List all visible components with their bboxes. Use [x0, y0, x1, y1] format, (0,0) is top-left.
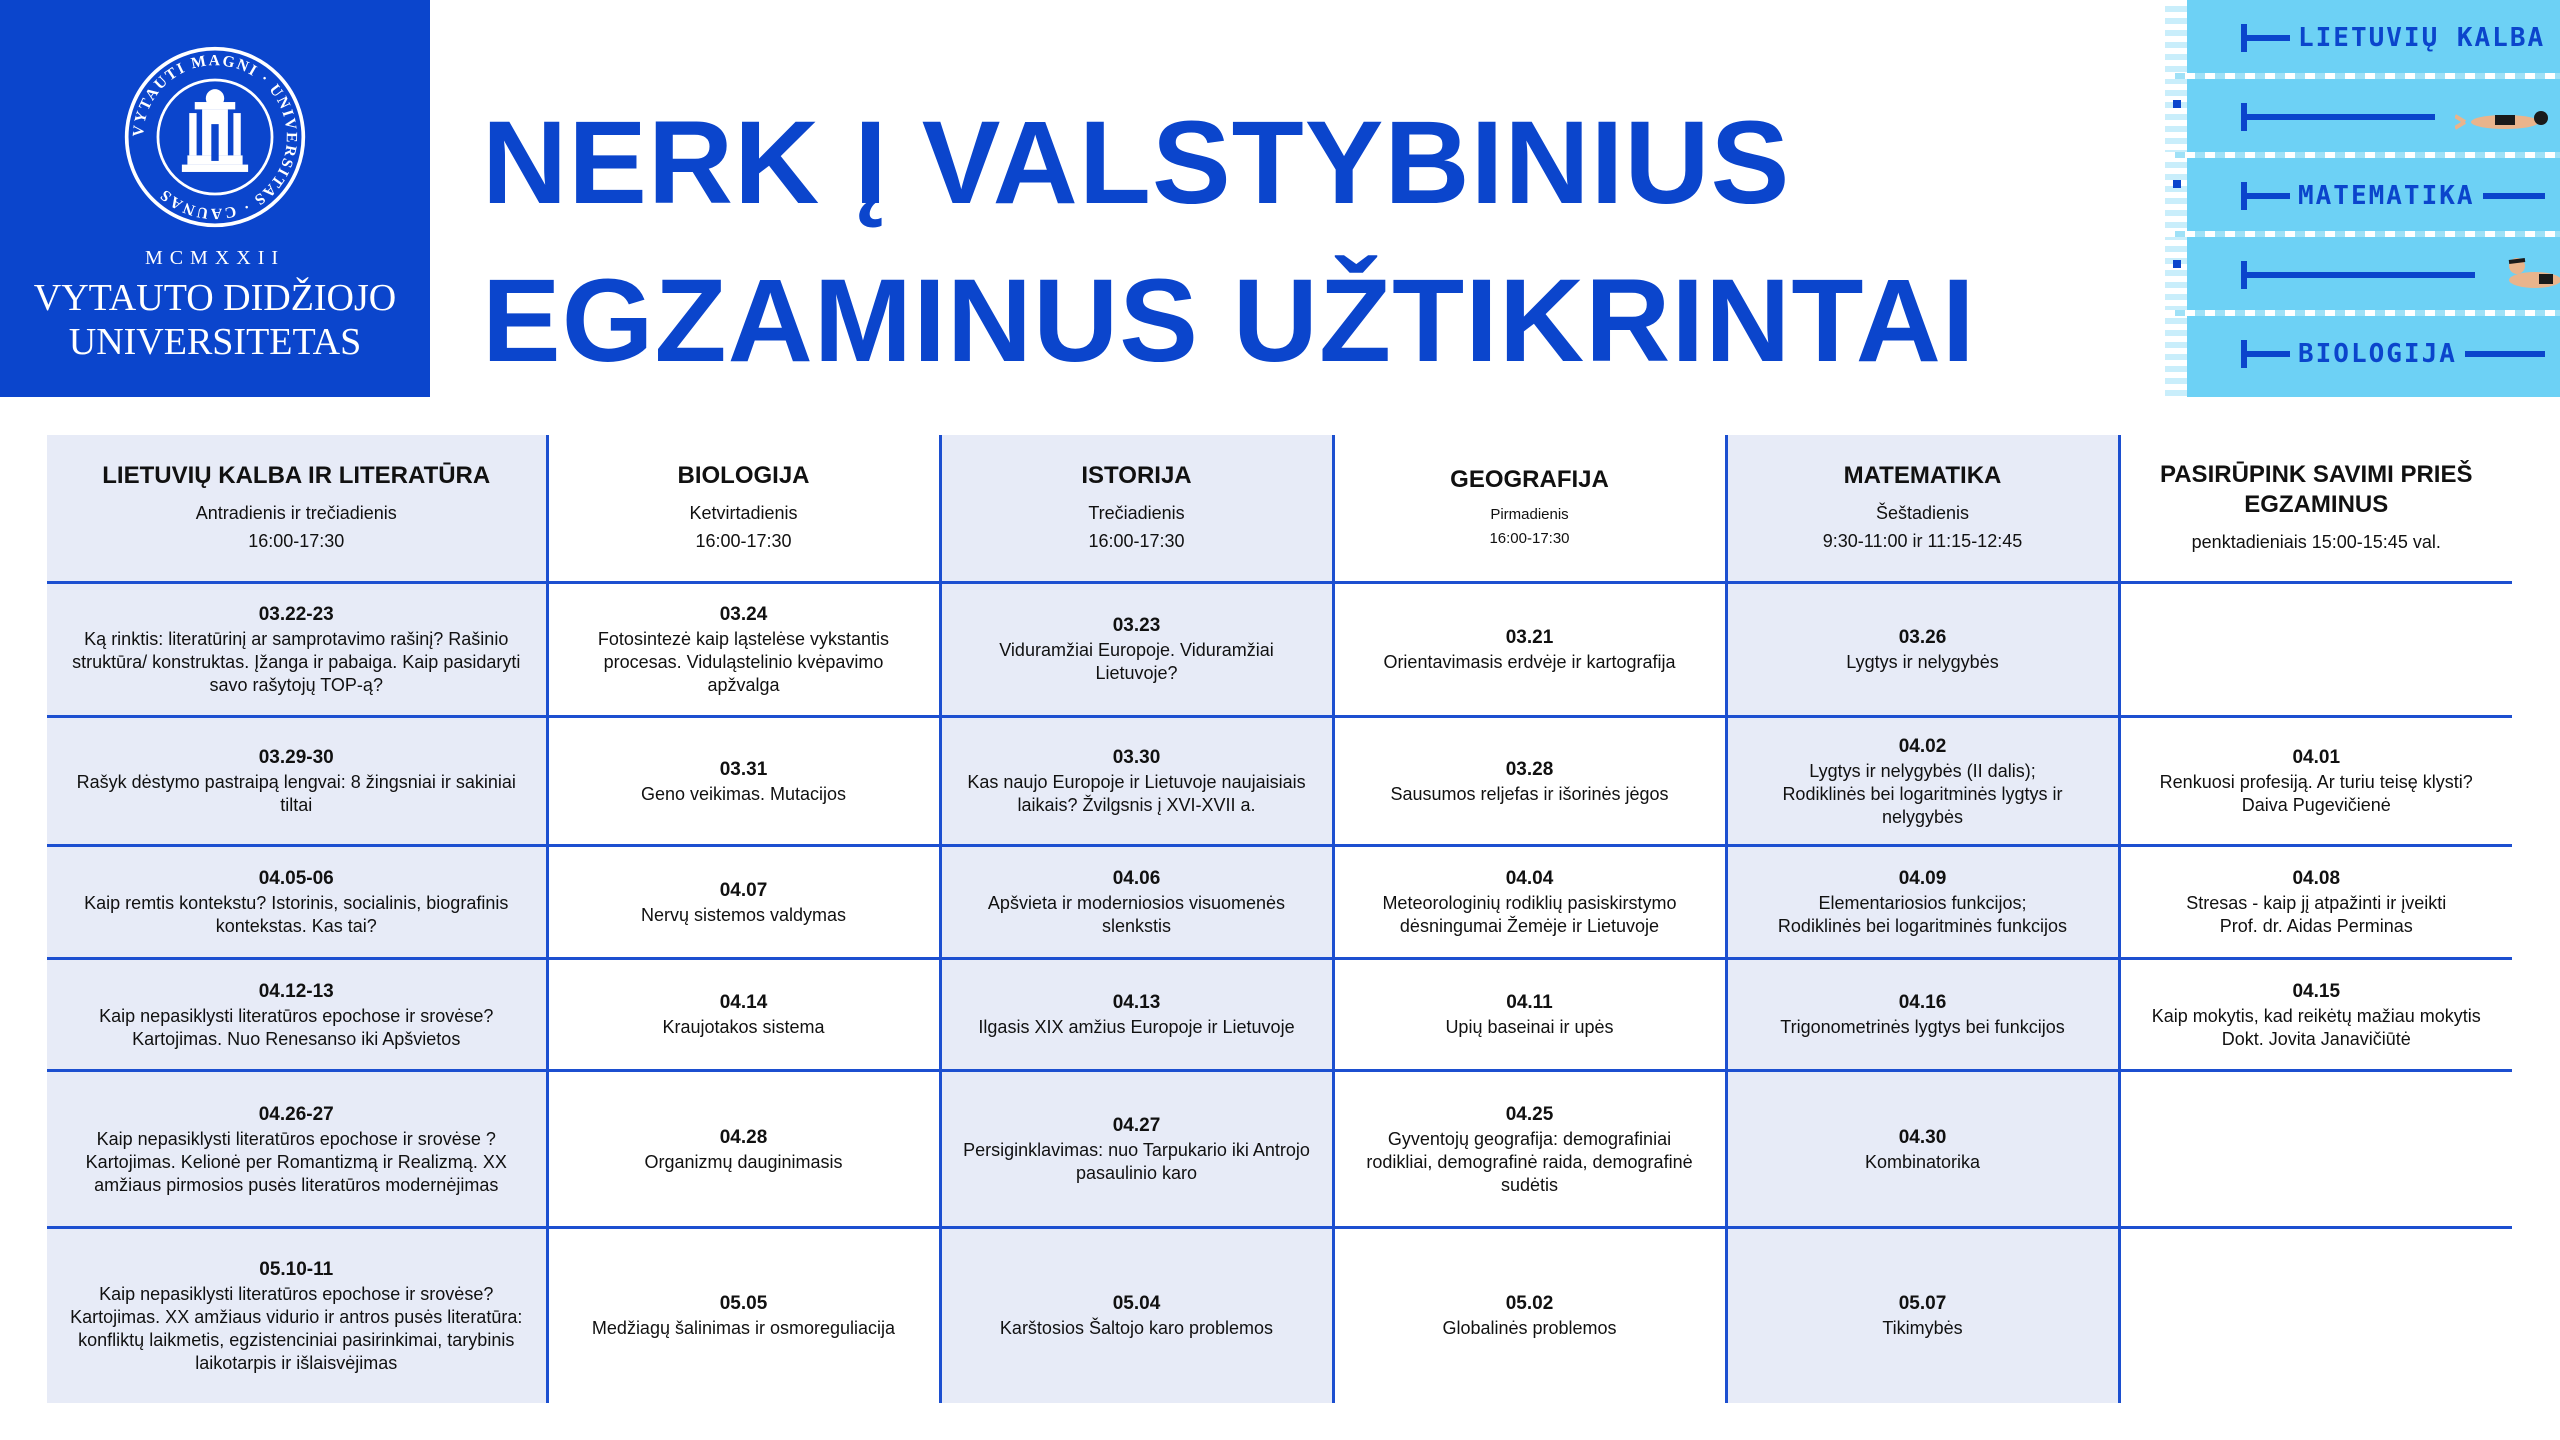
schedule-cell	[1333, 846, 1726, 958]
schedule-cell	[1333, 1227, 1726, 1403]
schedule-cell	[940, 1071, 1333, 1228]
schedule-cell	[940, 716, 1333, 845]
session-topic: Geno veikimas. Mutacijos	[640, 783, 847, 804]
column-time: 9:30-11:00 ir 11:15-12:45	[1822, 530, 2023, 551]
university-seal-icon	[123, 45, 307, 229]
column-header-lithuanian	[47, 435, 547, 582]
session-date: 03.23	[1112, 615, 1161, 637]
schedule-cell	[1333, 582, 1726, 716]
column-time: 16:00-17:30	[1088, 530, 1185, 551]
session-topic: Kraujotakos sistema	[662, 1017, 825, 1038]
session-topic: Orientavimasis erdvėje ir kartografija	[1383, 651, 1676, 672]
session-topic: Trigonometrinės lygtys bei funkcijos	[1780, 1017, 2065, 1038]
session-date: 03.24	[719, 603, 768, 625]
schedule-cell	[547, 716, 940, 845]
column-subject: PASIRŪPINK SAVIMI PRIEŠ EGZAMINUS	[2160, 460, 2473, 518]
column-subject: BIOLOGIJA	[677, 461, 810, 489]
session-topic-secondary: Rodiklinės bei logaritminės funkcijos	[1777, 916, 2068, 937]
session-date: 05.04	[1112, 1293, 1161, 1315]
schedule-cell	[2119, 958, 2512, 1070]
table-row	[47, 1227, 2512, 1403]
page-title	[482, 84, 2122, 400]
session-topic: Ilgasis XIX amžius Europoje ir Lietuvoje	[978, 1017, 1295, 1038]
table-header-row	[47, 435, 2512, 582]
lane-stripe	[2245, 272, 2475, 278]
session-date: 04.25	[1505, 1103, 1554, 1125]
schedule-cell	[1726, 716, 2119, 845]
session-topic-secondary: Prof. dr. Aidas Perminas	[2219, 916, 2413, 937]
column-day: Trečiadienis	[1088, 502, 1185, 523]
session-topic-secondary: Rodiklinės bei logaritminės lygtys ir nelygybės	[1782, 783, 2063, 827]
schedule-cell	[47, 1071, 547, 1228]
schedule-cell	[547, 1071, 940, 1228]
lane-stripe	[2245, 114, 2435, 120]
schedule-cell	[1333, 958, 1726, 1070]
session-topic: Stresas - kaip jį atpažinti ir įveikti	[2186, 893, 2447, 914]
column-day: Antradienis ir trečiadienis	[195, 502, 397, 523]
column-subject: ISTORIJA	[1081, 461, 1192, 489]
schedule-cell	[940, 582, 1333, 716]
session-date: 04.14	[719, 992, 768, 1014]
session-topic: Kaip nepasiklysti literatūros epochose ir srovėse? Kartojimas. XX amžiaus vidurio ir antros pusės literatūra: konfliktų laikmetis, egzistenciniai pasirinkimai, tarybinis laikotarpis ir išlaisvėjimas	[70, 1283, 523, 1373]
session-topic: Kombinatorika	[1864, 1151, 1981, 1172]
session-topic: Persiginklavimas: nuo Tarpukario iki Antrojo pasaulinio karo	[963, 1140, 1310, 1184]
table-row	[47, 958, 2512, 1070]
session-topic: Nervų sistemos valdymas	[640, 904, 847, 925]
session-date: 04.30	[1898, 1126, 1947, 1148]
session-date: 04.15	[2292, 980, 2341, 1002]
column-day: Ketvirtadienis	[689, 502, 798, 523]
schedule-cell	[2119, 1227, 2512, 1403]
session-date: 04.11	[1506, 992, 1553, 1014]
session-date: 05.05	[719, 1293, 768, 1315]
session-date: 05.07	[1898, 1293, 1947, 1315]
schedule-cell	[47, 582, 547, 716]
column-header-history	[940, 435, 1333, 582]
session-topic: Tikimybės	[1882, 1318, 1963, 1339]
swimming-pool-illustration	[2165, 0, 2560, 397]
session-topic: Renkuosi profesiją. Ar turiu teisę klysti?	[2159, 772, 2473, 793]
session-topic: Apšvieta ir moderniosios visuomenės slenkstis	[987, 893, 1286, 937]
table-row	[47, 846, 2512, 958]
session-topic: Meteorologinių rodiklių pasiskirstymo dėsningumai Žemėje ir Lietuvoje	[1382, 893, 1677, 937]
session-topic: Kaip mokytis, kad reikėtų mažiau mokytis	[2151, 1005, 2481, 1026]
table-row	[47, 1071, 2512, 1228]
session-date: 04.28	[719, 1126, 768, 1148]
pool-lane	[2165, 158, 2560, 237]
session-topic: Kaip remtis kontekstu? Istorinis, socialinis, biografinis kontekstas. Kas tai?	[84, 893, 509, 937]
session-date: 04.06	[1112, 868, 1161, 890]
session-date: 05.02	[1505, 1293, 1554, 1315]
session-topic: Lygtys ir nelygybės (II dalis);	[1809, 760, 2036, 781]
session-topic: Elementariosios funkcijos;	[1818, 893, 2027, 914]
pool-lane	[2165, 0, 2560, 79]
session-date: 04.05-06	[258, 868, 334, 890]
schedule-cell	[2119, 1071, 2512, 1228]
schedule-cell	[47, 846, 547, 958]
schedule-cell	[547, 582, 940, 716]
lane-label: BIOLOGIJA	[2290, 336, 2465, 372]
schedule-cell	[1726, 846, 2119, 958]
swimmer-icon	[2455, 100, 2555, 140]
session-topic: Organizmų dauginimasis	[644, 1151, 843, 1172]
column-subject: MATEMATIKA	[1843, 461, 2002, 489]
session-date: 04.12-13	[258, 980, 334, 1002]
session-topic: Karštosios Šaltojo karo problemos	[999, 1318, 1274, 1339]
session-topic: Rašyk dėstymo pastraipą lengvai: 8 žingsniai ir sakiniai tiltai	[76, 772, 516, 816]
session-date: 03.31	[719, 758, 768, 780]
session-date: 04.27	[1112, 1115, 1161, 1137]
session-date: 04.01	[2292, 747, 2341, 769]
schedule-cell	[47, 1227, 547, 1403]
schedule-cell	[940, 846, 1333, 958]
column-day: Pirmadienis	[1490, 505, 1569, 523]
session-topic: Kas naujo Europoje ir Lietuvoje naujaisiais laikais? Žvilgsnis į XVI-XVII a.	[967, 772, 1306, 816]
schedule-table	[47, 435, 2512, 1403]
session-date: 04.13	[1112, 992, 1161, 1014]
session-date: 04.26-27	[258, 1103, 334, 1125]
page-title-line1: NERK Į VALSTYBINIUS	[482, 97, 1791, 229]
column-day: penktadieniais 15:00-15:45 val.	[2191, 531, 2441, 552]
session-topic: Lygtys ir nelygybės	[1846, 651, 1999, 672]
session-topic: Gyventojų geografija: demografiniai rodikliai, demografinė raida, demografinė sudėtis	[1366, 1128, 1693, 1195]
session-date: 04.09	[1898, 868, 1947, 890]
column-time: 16:00-17:30	[1489, 529, 1570, 547]
schedule-cell	[2119, 716, 2512, 845]
schedule-cell	[1726, 582, 2119, 716]
founding-year: MCMXXII	[144, 247, 286, 269]
university-logo	[0, 0, 430, 397]
schedule-cell	[1333, 716, 1726, 845]
university-name-line2: UNIVERSITETAS	[68, 321, 362, 363]
university-name	[0, 276, 430, 364]
schedule-cell	[940, 958, 1333, 1070]
schedule-cell	[547, 958, 940, 1070]
column-time: 16:00-17:30	[248, 530, 345, 551]
schedule-cell	[547, 846, 940, 958]
session-topic: Globalinės problemos	[1442, 1318, 1617, 1339]
seal-text: VYTAUTI MAGNI · UNIVERSITAS · CAUNAS	[129, 52, 300, 222]
schedule-cell	[940, 1227, 1333, 1403]
column-subject: LIETUVIŲ KALBA IR LITERATŪRA	[102, 461, 491, 489]
column-header-biology	[547, 435, 940, 582]
session-topic: Upių baseinai ir upės	[1445, 1017, 1614, 1038]
schedule-cell	[2119, 582, 2512, 716]
column-subject: GEOGRAFIJA	[1450, 465, 1609, 493]
session-date: 04.08	[2292, 868, 2341, 890]
session-topic-secondary: Dokt. Jovita Janavičiūtė	[2221, 1028, 2411, 1049]
lane-label: MATEMATIKA	[2290, 178, 2483, 214]
pool-lane	[2165, 316, 2560, 395]
session-topic: Medžiagų šalinimas ir osmoreguliacija	[591, 1318, 896, 1339]
schedule-cell	[47, 958, 547, 1070]
table-row	[47, 716, 2512, 845]
column-header-self-care	[2119, 435, 2512, 582]
session-date: 03.21	[1505, 626, 1554, 648]
session-date: 03.26	[1898, 626, 1947, 648]
schedule-cell	[2119, 846, 2512, 958]
schedule-cell	[1333, 1071, 1726, 1228]
session-date: 05.10-11	[259, 1258, 334, 1280]
column-time: 16:00-17:30	[695, 530, 792, 551]
session-topic: Viduramžiai Europoje. Viduramžiai Lietuvoje?	[999, 640, 1274, 684]
session-date: 04.07	[719, 879, 768, 901]
schedule-cell	[47, 716, 547, 845]
session-date: 04.04	[1505, 868, 1554, 890]
session-date: 04.16	[1898, 992, 1947, 1014]
session-date: 03.22-23	[258, 603, 334, 625]
schedule-cell	[1726, 1071, 2119, 1228]
session-date: 03.30	[1112, 747, 1161, 769]
schedule-cell	[1726, 1227, 2119, 1403]
session-topic-secondary: Daiva Pugevičienė	[2241, 795, 2391, 816]
column-day: Šeštadienis	[1875, 502, 1970, 523]
lane-label: LIETUVIŲ KALBA	[2290, 20, 2553, 56]
swimmer-icon	[2495, 250, 2560, 300]
session-topic: Kaip nepasiklysti literatūros epochose ir srovėse? Kartojimas. Nuo Renesanso iki Apšvietos	[99, 1005, 494, 1049]
university-name-line1: VYTAUTO DIDŽIOJO	[33, 277, 397, 319]
schedule-cell	[547, 1227, 940, 1403]
table-row	[47, 582, 2512, 716]
schedule-cell	[1726, 958, 2119, 1070]
column-header-mathematics	[1726, 435, 2119, 582]
session-date: 03.28	[1505, 758, 1554, 780]
session-date: 04.02	[1898, 735, 1947, 757]
session-topic: Sausumos reljefas ir išorinės jėgos	[1390, 783, 1669, 804]
session-date: 03.29-30	[258, 747, 334, 769]
session-topic: Fotosintezė kaip ląstelėse vykstantis procesas. Viduląstelinio kvėpavimo apžvalga	[597, 628, 890, 695]
session-topic: Kaip nepasiklysti literatūros epochose ir srovėse ? Kartojimas. Kelionė per Romantizmą ir Realizmą. XX amžiaus pirmosios pusės literatūros modernėjimas	[85, 1128, 507, 1195]
column-header-geography	[1333, 435, 1726, 582]
page-title-line2: EGZAMINUS UŽTIKRINTAI	[482, 255, 1976, 387]
session-topic: Ką rinktis: literatūrinį ar samprotavimo rašinį? Rašinio struktūra/ konstruktas. Įžanga ir pabaiga. Kaip pasidaryti savo rašytojų TOP-ą?	[72, 628, 521, 695]
